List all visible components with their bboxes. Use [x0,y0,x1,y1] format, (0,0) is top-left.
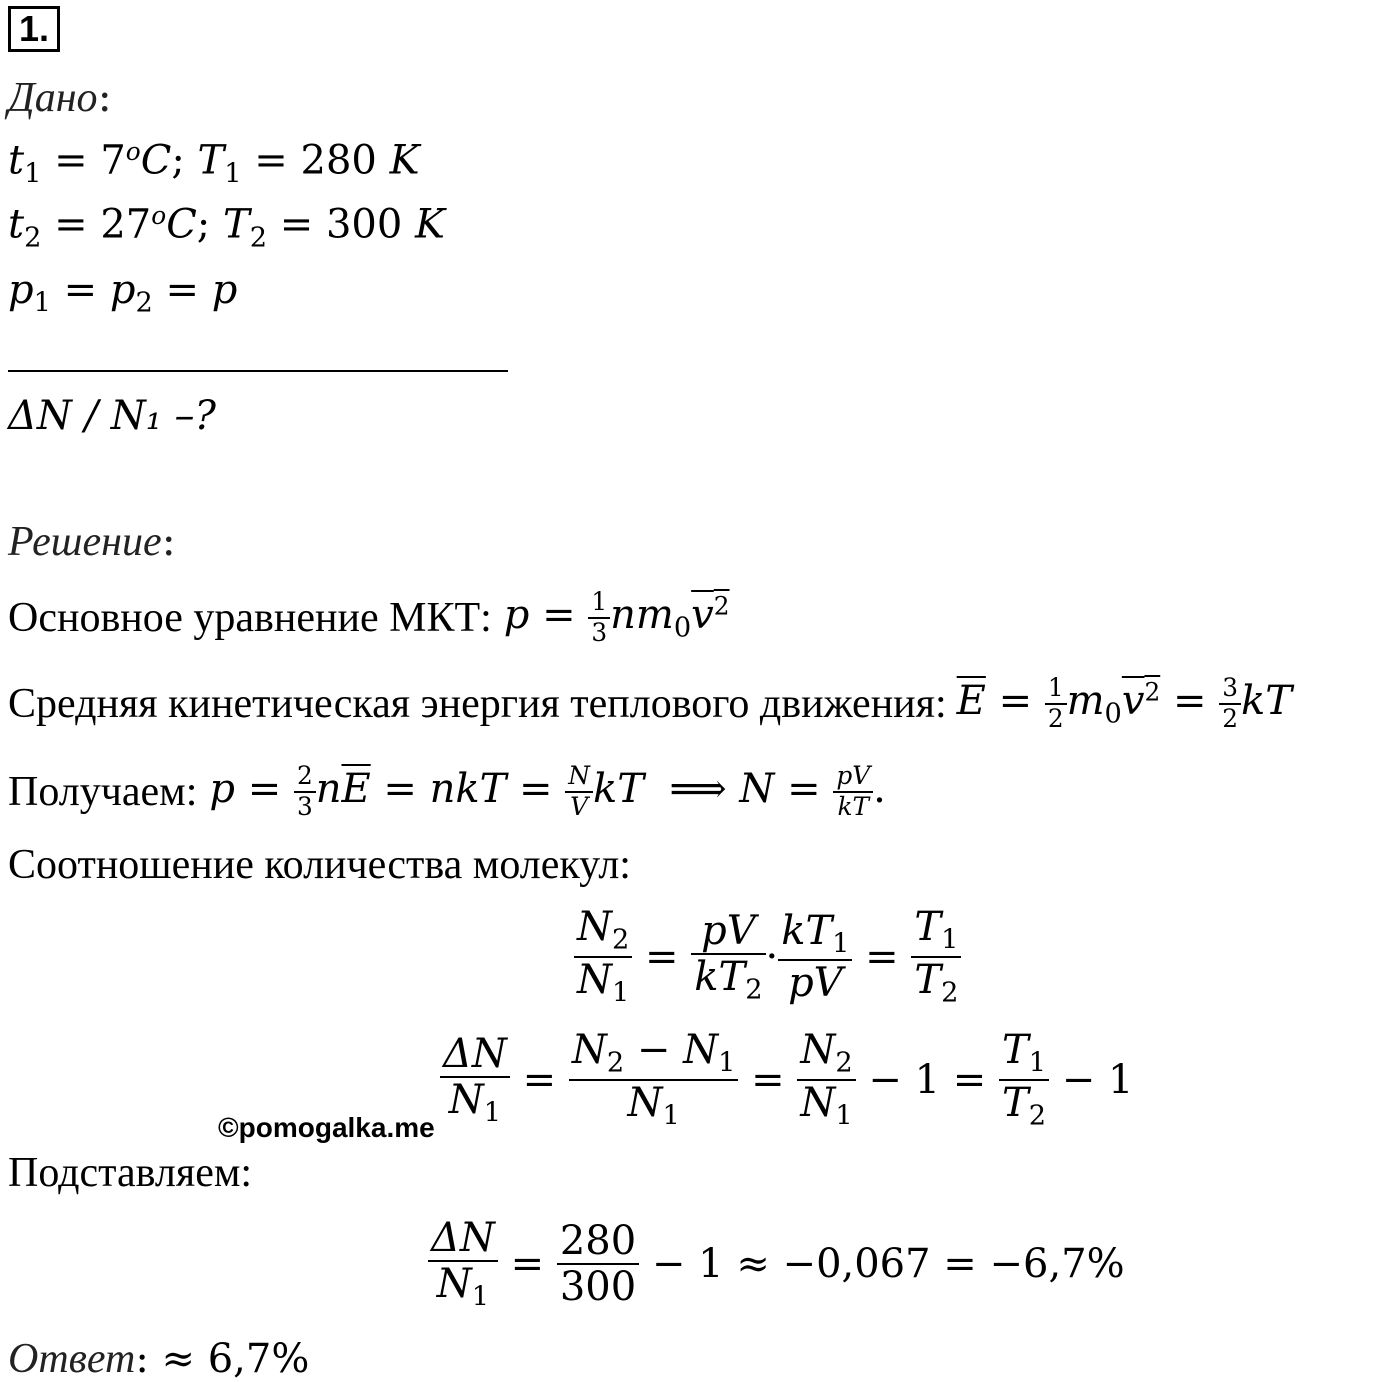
ratio-equation: $\frac{N_2}{N_1}$ = $\frac{pV}{kT_2}$ · $\frac{kT_1}{pV}$ = $\frac{T_1}{T_2}$ [574,902,961,1012]
substitution-heading: Подставляем: [8,1150,253,1196]
given-temperature-2: $t_2 = 27^oC$; $T_2 = 300$ K [8,201,445,254]
watermark: ©pomogalka.me [218,1112,435,1143]
given-pressure: $p_1 = p_2 = p$ [8,267,238,319]
mkt-equation-line: Основное уравнение МКТ: p = $\frac{1}{3}$ $nm_0v^2$ [8,587,730,647]
given-divider [8,370,508,372]
relative-change-equation: $\frac{\Delta N}{N_1}$ = $\frac{N_2 - N_1}{N_1}$ = $\frac{N_2}{N_1}$ − 1 = $\frac{T_1}{T_2}$ − 1 [440,1024,1133,1136]
problem-number: 1. [8,6,60,52]
kinetic-energy-line: Средняя кинетическая энергия теплового движения: $\overline{E}$ = $\frac{1}{2}$ $m_0v^2$ = $\frac{3}{2}$ kT [8,673,1292,733]
substitution-equation: $\frac{\Delta N}{N_1}$ = $\frac{280}{300}$ − 1 ≈ −0,067 = −6,7% [428,1208,1125,1320]
given-label: Дано: [8,72,112,121]
given-temperature-1: $t_1 = 7^oC$; $T_1 = 280$ K [8,137,420,190]
molecule-ratio-heading: Соотношение количества молекул: [8,842,631,888]
unknown-quantity: ΔN / N₁ –? [8,393,216,439]
solution-label: Решение: [8,516,176,565]
answer-line: Ответ: ≈ 6,7% [8,1336,310,1382]
derivation-line: Получаем: p = $\frac{2}{3}$ $n\overline{E}$ = nkT = $\frac{N}{V}$ kT ⟹ N = $\frac{pV}{kT}$ . [8,761,886,821]
